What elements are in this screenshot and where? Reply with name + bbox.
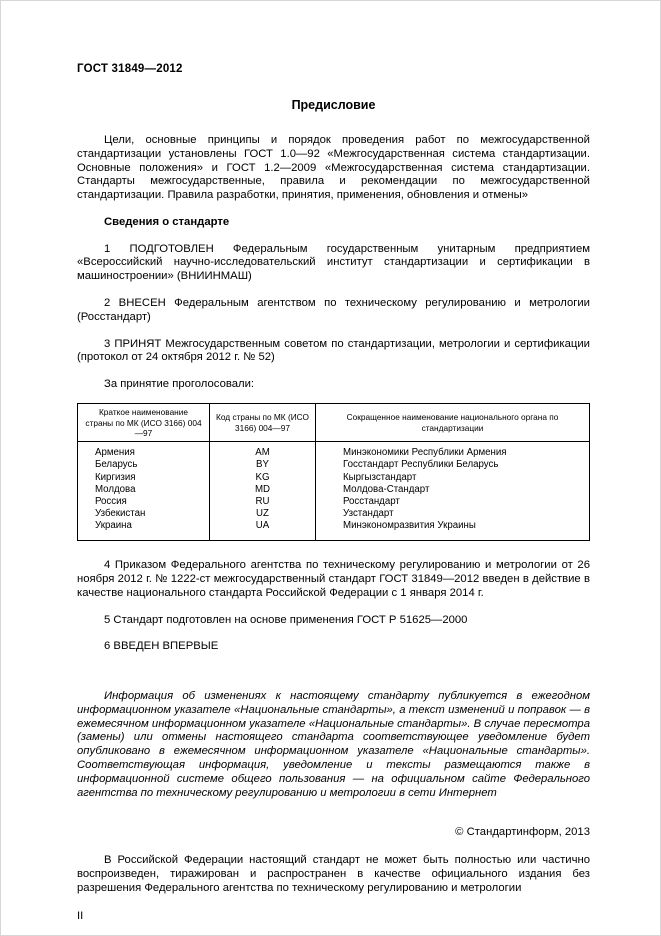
column-header-country: Краткое наименование страны по МК (ИСО 3166) 004—97 [78,404,210,442]
table-row [78,508,590,520]
cell-country: Узбекистан [95,507,146,519]
cell-country: Украина [95,520,132,532]
page-number: II [77,909,84,922]
item-1-prepared: 1 ПОДГОТОВЛЕН Федеральным государственным унитарным предприятием «Всероссийский научно-исследовательский институт стандартизации и сертификации в машиностроении» (ВНИИНМАШ) [77,242,590,283]
cell-code: AM [210,442,316,460]
cell-org: Узстандарт [316,508,590,520]
cell-country: Россия [95,495,127,507]
cell-org: Кыргызстандарт [316,472,590,484]
table-row [78,520,590,541]
amendments-notice: Информация об изменениях к настоящему стандарту публикуется в ежегодном информационном указателе «Национальные стандарты», а текст изменений и поправок — в ежемесячном информационном указателе «Национальные стандарты». В случае пересмотра (замены) или отмены настоящего стандарта соответствующее уведомление будет опубликовано в ежемесячном информационном указателе «Национальные стандарты». Соответствующая информация, уведомление и тексты размещаются также в информационной системе общего пользования — на официальном сайте Федерального агентства по техническому регулированию и метрологии в сети Интернет [77,690,590,799]
cell-code: BY [210,459,316,471]
table-row [78,442,590,460]
reproduction-restriction: В Российской Федерации настоящий стандарт не может быть полностью или частично воспроизведен, тиражирован и распространен в качестве официального издания без разрешения Федерального агентства по техническому регулированию и метрологии [77,854,590,894]
cell-code: RU [210,496,316,508]
vote-table-body [78,442,590,541]
table-row [78,484,590,496]
item-5-basis: 5 Стандарт подготовлен на основе применения ГОСТ Р 51625—2000 [104,613,468,626]
table-row [78,459,590,471]
column-header-org: Сокращенное наименование национального органа по стандартизации [316,404,590,442]
cell-org: Госстандарт Республики Беларусь [316,459,590,471]
doc-number: ГОСТ 31849—2012 [77,63,183,75]
vote-intro-line: За принятие проголосовали: [104,378,255,391]
cell-code: KG [210,472,316,484]
copyright-line: © Стандартинформ, 2013 [455,826,590,839]
cell-country: Киргизия [95,471,136,483]
cell-country: Беларусь [95,459,138,471]
cell-org: Минэкономики Республики Армения [316,442,590,460]
cell-org: Молдова-Стандарт [316,484,590,496]
cell-org: Минэкономразвития Украины [316,520,590,541]
cell-code: UZ [210,508,316,520]
vote-table-header [78,404,590,442]
table-row [78,472,590,484]
item-4-order: 4 Приказом Федерального агентства по техническому регулированию и метрологии от 26 ноября 2012 г. № 1222-ст межгосударственный стандарт ГОСТ 31849—2012 введен в действие в качестве национального стандарта Российской Федерации с 1 января 2014 г. [77,559,590,599]
cell-country: Армения [95,447,135,459]
page-title: Предисловие [291,98,376,112]
cell-code: MD [210,484,316,496]
column-header-code: Код страны по МК (ИСО 3166) 004—97 [210,404,316,442]
cell-country: Молдова [95,483,136,495]
table-row [78,496,590,508]
cell-org: Росстандарт [316,496,590,508]
intro-paragraph: Цели, основные принципы и порядок проведения работ по межгосударственной стандартизации установлены ГОСТ 1.0—92 «Межгосударственная система стандартизации. Основные положения» и ГОСТ 1.2—2009 «Межгосударственная система стандартизации. Стандарты межгосударственные, правила и рекомендации по межгосударственной стандартизации. Правила разработки, принятия, применения, обновления и отмены» [77,134,590,202]
vote-table [77,403,590,541]
item-6-first-introduced: 6 ВВЕДЕН ВПЕРВЫЕ [104,640,219,653]
item-3-adopted: 3 ПРИНЯТ Межгосударственным советом по стандартизации, метрологии и сертификации (протокол от 24 октября 2012 г. № 52) [77,337,590,364]
section-heading: Сведения о стандарте [104,215,230,228]
item-2-submitted: 2 ВНЕСЕН Федеральным агентством по техническому регулированию и метрологии (Росстандарт) [77,297,590,323]
cell-code: UA [210,520,316,541]
